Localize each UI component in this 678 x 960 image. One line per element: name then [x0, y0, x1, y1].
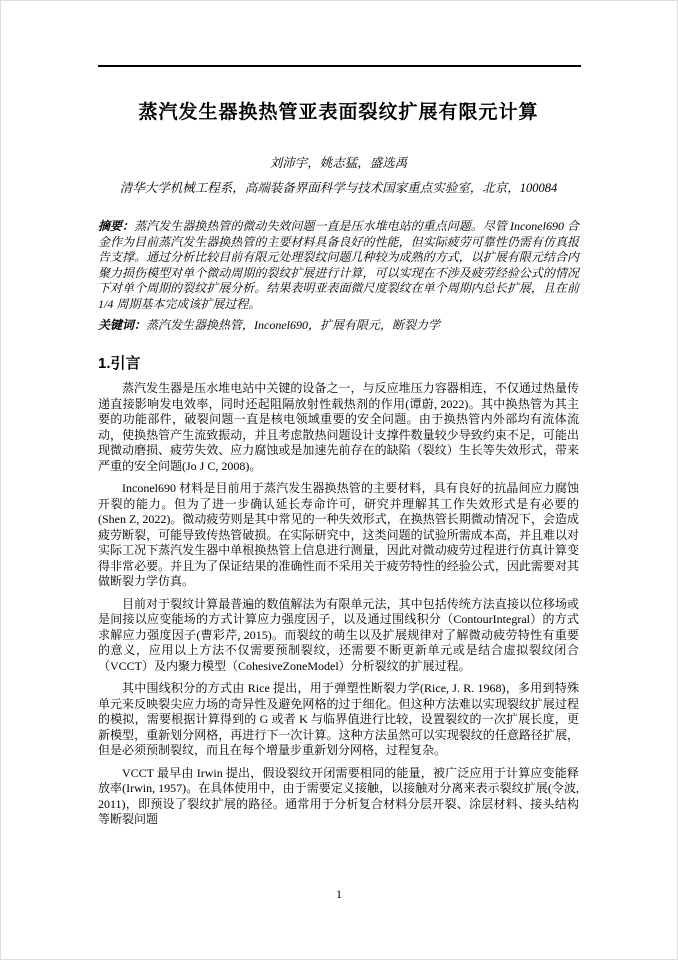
- abstract-label: 摘要：: [98, 219, 135, 233]
- header-divider-rule: [98, 65, 581, 67]
- intro-paragraph-2: Inconel690 材料是目前用于蒸汽发生器换热管的主要材料，具有良好的抗晶间应力腐蚀开裂的能力。但为了进一步确认延长寿命许可，研究并理解其工作失效形式是有必要的(Shen Z, 2022)。微动疲劳则是其中常见的一种失效形式，在换热管长期微动情况下，会造成疲劳断裂，可能导致传热管破损。在实际研究中，这类问题的试验所需成本高，并且难以对实际工况下蒸汽发生器中单根换热管上信息进行测量，因此对微动疲劳过程进行仿真计算变得非常必要。并且为了保证结果的准确性而不采用关于疲劳特性的经验公式，因此需要对其做断裂力学仿真。: [98, 481, 579, 589]
- abstract-text: 蒸汽发生器换热管的微动失效问题一直是压水堆电站的重点问题。尽管 Inconel690 合金作为目前蒸汽发生器换热管的主要材料具备良好的性能，但实际疲劳可靠性仍需有仿真报告支撑。通过分析比较目前有限元处理裂纹问题几种较为成熟的方式，以扩展有限元结合内聚力损伤模型对单个微动周期的裂纹扩展进行计算，可以实现在不涉及疲劳经验公式的情况下对单个周期的裂纹扩展分析。结果表明亚表面微尺度裂纹在单个周期内总长扩展，且在前 1/4 周期基本完成该扩展过程。: [98, 219, 579, 311]
- intro-paragraph-1: 蒸汽发生器是压水堆电站中关键的设备之一，与反应堆压力容器相连，不仅通过热量传递直接影响发电效率，同时还起阻隔放射性载热剂的作用(谭蔚, 2022)。其中换热管为其主要的功能部件，破裂问题一直是核电领域重要的安全问题。由于换热管内外部均有流体流动，使换热管产生流致振动，并且考虑散热问题设计支撑件数量较少导致约束不足，可能出现微动磨损、疲劳失效、应力腐蚀或是加速先前存在的缺陷（裂纹）生长等失效形式，带来严重的安全问题(Jo J C, 2008)。: [98, 381, 579, 473]
- intro-paragraph-4: 其中围线积分的方式由 Rice 提出，用于弹塑性断裂力学(Rice, J. R. 1968)，多用到特殊单元来反映裂尖应力场的奇异性及避免网格的过于细化。但这种方法难以实现裂纹扩展过程的模拟，需要根据计算得到的 G 或者 K 与临界值进行比较，设置裂纹的一次扩展长度，更新模型，重新划分网格，再进行下一次计算。这种方法虽然可以实现裂纹的任意路径扩展，但是必须预制裂纹，而且在每个增量步重新划分网格，过程复杂。: [98, 681, 579, 758]
- keywords-text: 蒸汽发生器换热管，Inconel690，扩展有限元，断裂力学: [146, 317, 440, 332]
- keywords-paragraph: [98, 318, 579, 334]
- keywords-label: 关键词：: [98, 317, 147, 332]
- authors-line: 刘沛宇，姚志猛，盛选禹: [269, 156, 408, 170]
- page-number: 1: [336, 887, 342, 901]
- paper-title: 蒸汽发生器换热管亚表面裂纹扩展有限元计算: [138, 102, 539, 123]
- affiliation-line: 清华大学机械工程系，高端装备界面科学与技术国家重点实验室，北京，100084: [119, 181, 558, 195]
- section-heading-introduction: 1.引言: [98, 355, 141, 373]
- abstract-paragraph: [98, 219, 579, 313]
- intro-paragraph-3: 目前对于裂纹计算最普遍的数值解法为有限单元法，其中包括传统方法直接以位移场或是间接以应变能场的方式计算应力强度因子，以及通过围线积分（ContourIntegral）的方式求解应力强度因子(曹彩芹, 2015)。而裂纹的萌生以及扩展规律对了解微动疲劳特性有重要的意义，应用以上方法不仅需要预制裂纹，还需要不断更新单元或是结合虚拟裂纹闭合（VCCT）及内聚力模型（CohesiveZoneModel）分析裂纹的扩展过程。: [98, 596, 579, 673]
- intro-paragraph-5: VCCT 最早由 Irwin 提出，假设裂纹开闭需要相同的能量，被广泛应用于计算应变能释放率(Irwin, 1957)。在具体使用中，由于需要定义接触，以接触对分离来表示裂纹扩展(令波, 2011)，即预设了裂纹扩展的路径。通常用于分析复合材料分层开裂、涂层材料、接头结构等断裂问题: [98, 765, 579, 827]
